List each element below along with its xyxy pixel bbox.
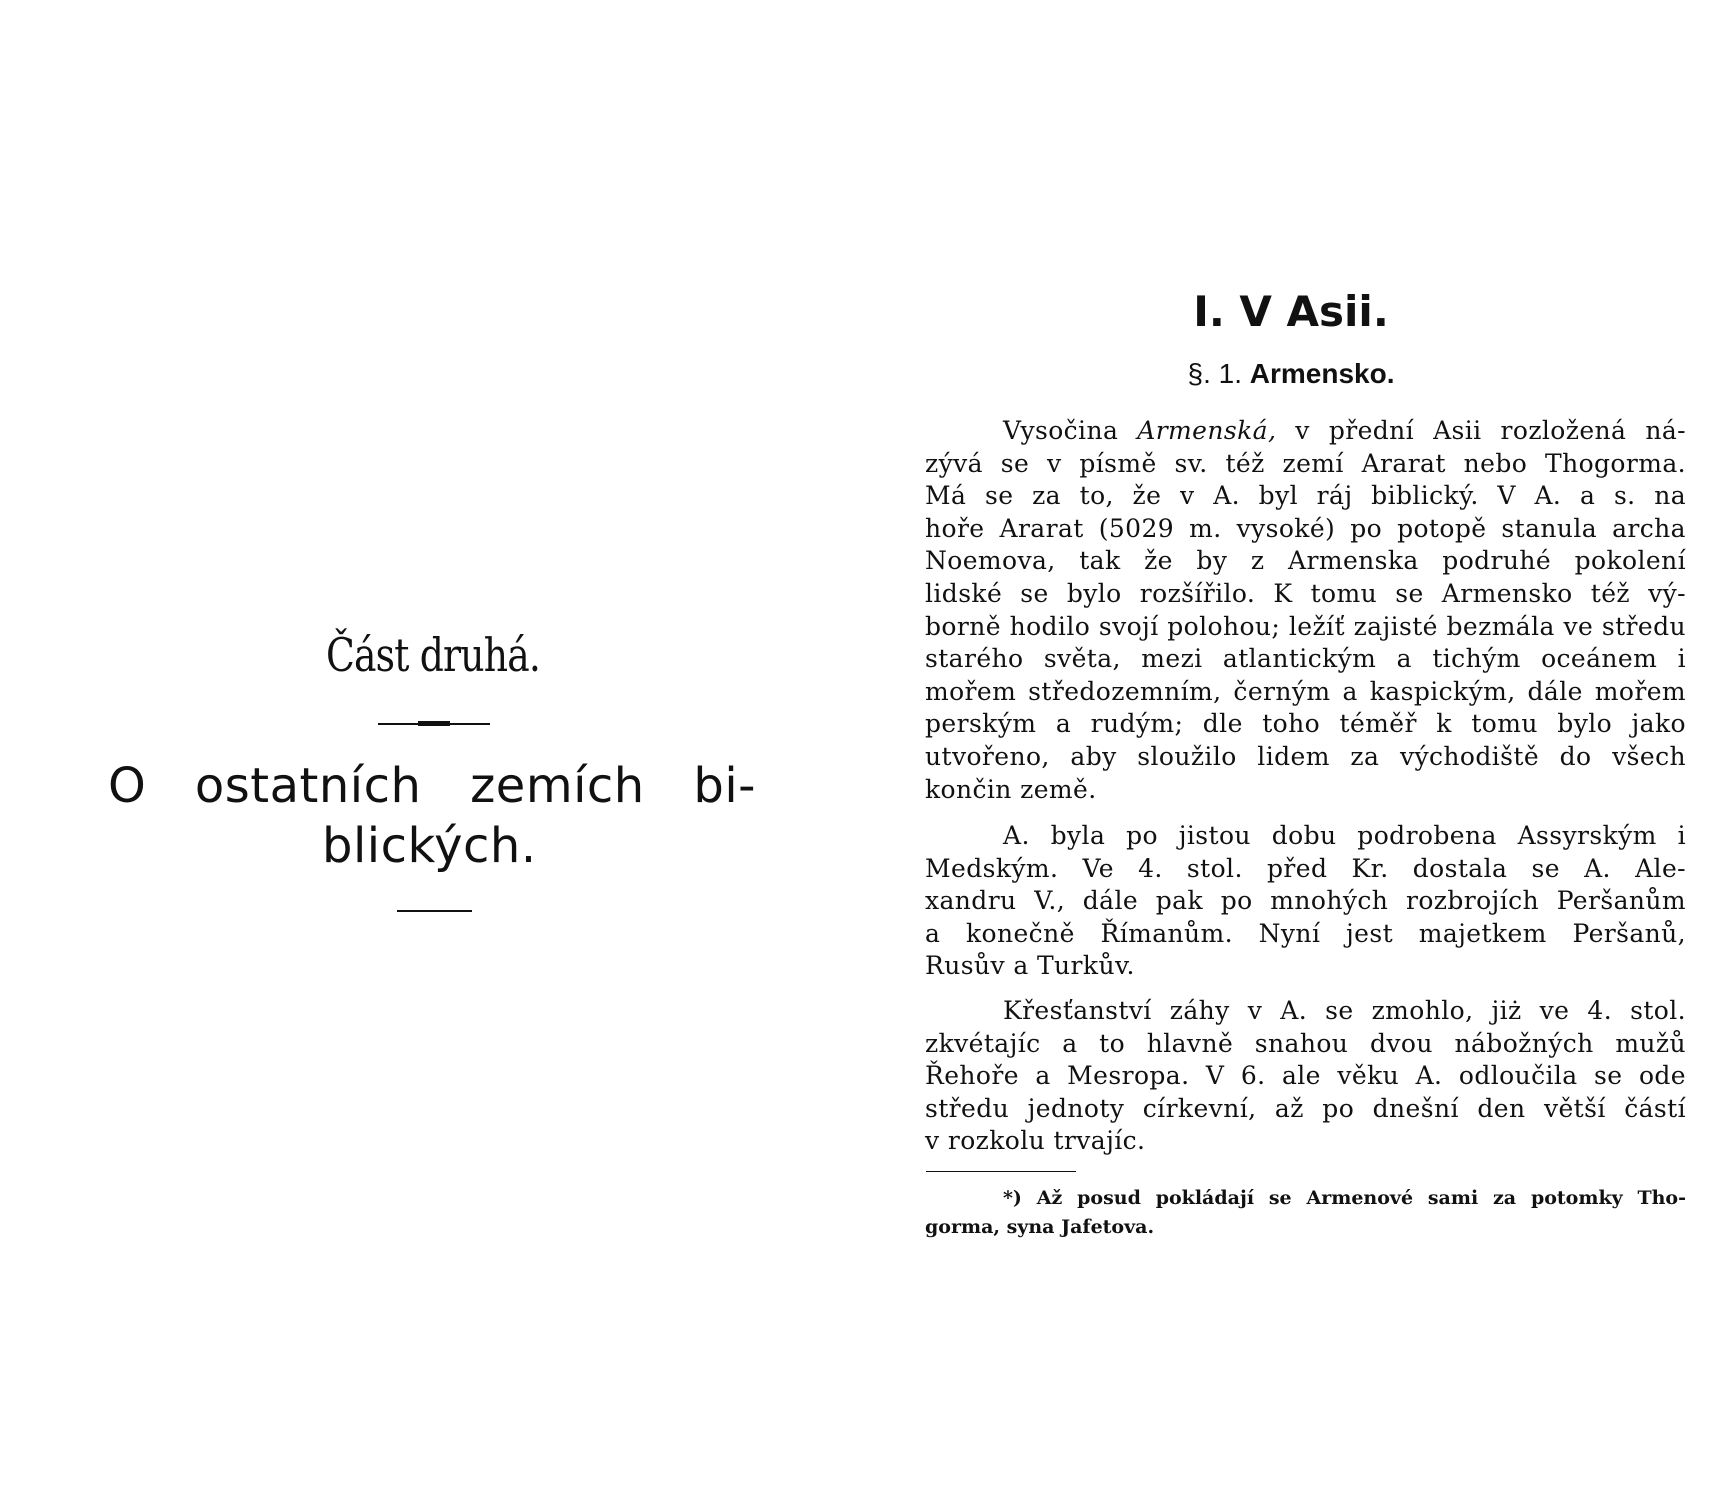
- part-subtitle: [108, 756, 768, 876]
- text-line: Řehoře a Mesropa. V 6. ale věku A. odloučila se ode: [925, 1061, 1686, 1091]
- paragraph-2: [925, 820, 1686, 983]
- text-line: Rusův a Turkův.: [925, 951, 1135, 981]
- text-line: borně hodilo svojí polohou; ležíť zajisté bezmála ve středu: [925, 611, 1686, 641]
- part-title: Část druhá.: [325, 628, 541, 682]
- text-line: zkvétajíc a to hlavně snahou dvou nábožných mužů: [925, 1028, 1686, 1058]
- ornamental-divider-center: [418, 721, 450, 726]
- subtitle-line: blických.: [322, 818, 537, 874]
- paragraph-3: [925, 995, 1686, 1158]
- footnote-line: *) Až posud pokládají se Armenové sami za potomky Tho-: [1003, 1187, 1686, 1209]
- footnote-separator: [926, 1171, 1076, 1172]
- paragraph-1: [925, 415, 1686, 806]
- section-number: §. 1.: [1187, 358, 1242, 389]
- footnote-line: gorma, syna Jafetova.: [925, 1216, 1155, 1238]
- text-line: lidské se bylo rozšířilo. K tomu se Armensko též vý-: [925, 578, 1686, 608]
- text-line: a konečně Římanům. Nyní jest majetkem Peršanů,: [925, 918, 1686, 948]
- text-line: zývá se v písmě sv. též zemí Ararat nebo Thogorma.: [925, 448, 1686, 478]
- text-line: v rozkolu trvajíc.: [925, 1126, 1146, 1156]
- right-page: [866, 0, 1732, 1500]
- text-line: xandru V., dále pak po mnohých rozbrojích Peršanům: [925, 886, 1686, 916]
- text-line: Má se za to, že v A. byl ráj biblický. V A. a s. na: [925, 481, 1686, 511]
- footnote: [925, 1184, 1686, 1242]
- text-line: Vysočina Armenská, v přední Asii rozložená ná-: [1003, 416, 1686, 445]
- text-line: utvořeno, aby sloužilo lidem za východiště do všech: [925, 741, 1686, 771]
- section-heading: [866, 358, 1716, 390]
- text-line: mořem středozemním, černým a kaspickým, dále mořem: [925, 676, 1686, 706]
- text-line: Křesťanství záhy v A. se zmohlo, jiż ve 4. stol.: [1003, 996, 1686, 1025]
- text-line: perským a rudým; dle toho téměř k tomu bylo jako: [925, 709, 1686, 739]
- emphasized-term: Armenská,: [1137, 416, 1277, 445]
- text-line: A. byla po jistou dobu podrobena Assyrským i: [1003, 821, 1686, 850]
- section-name: Armensko.: [1249, 358, 1395, 389]
- text-line: končin země.: [925, 774, 1097, 804]
- text-line: středu jednoty církevní, až po dnešní den větší částí: [925, 1093, 1686, 1123]
- text-line: starého světa, mezi atlantickým a tichým oceánem i: [925, 644, 1686, 674]
- text-line: Medským. Ve 4. stol. před Kr. dostala se A. Ale-: [925, 853, 1686, 883]
- subtitle-line: O ostatních zemích bi-: [108, 758, 756, 814]
- chapter-title: I. V Asii.: [1193, 287, 1389, 336]
- text-line: hoře Ararat (5029 m. vysoké) po potopě stanula archa: [925, 513, 1686, 543]
- text-line: Noemova, tak že by z Armenska podruhé pokolení: [925, 546, 1686, 576]
- divider: [397, 910, 472, 912]
